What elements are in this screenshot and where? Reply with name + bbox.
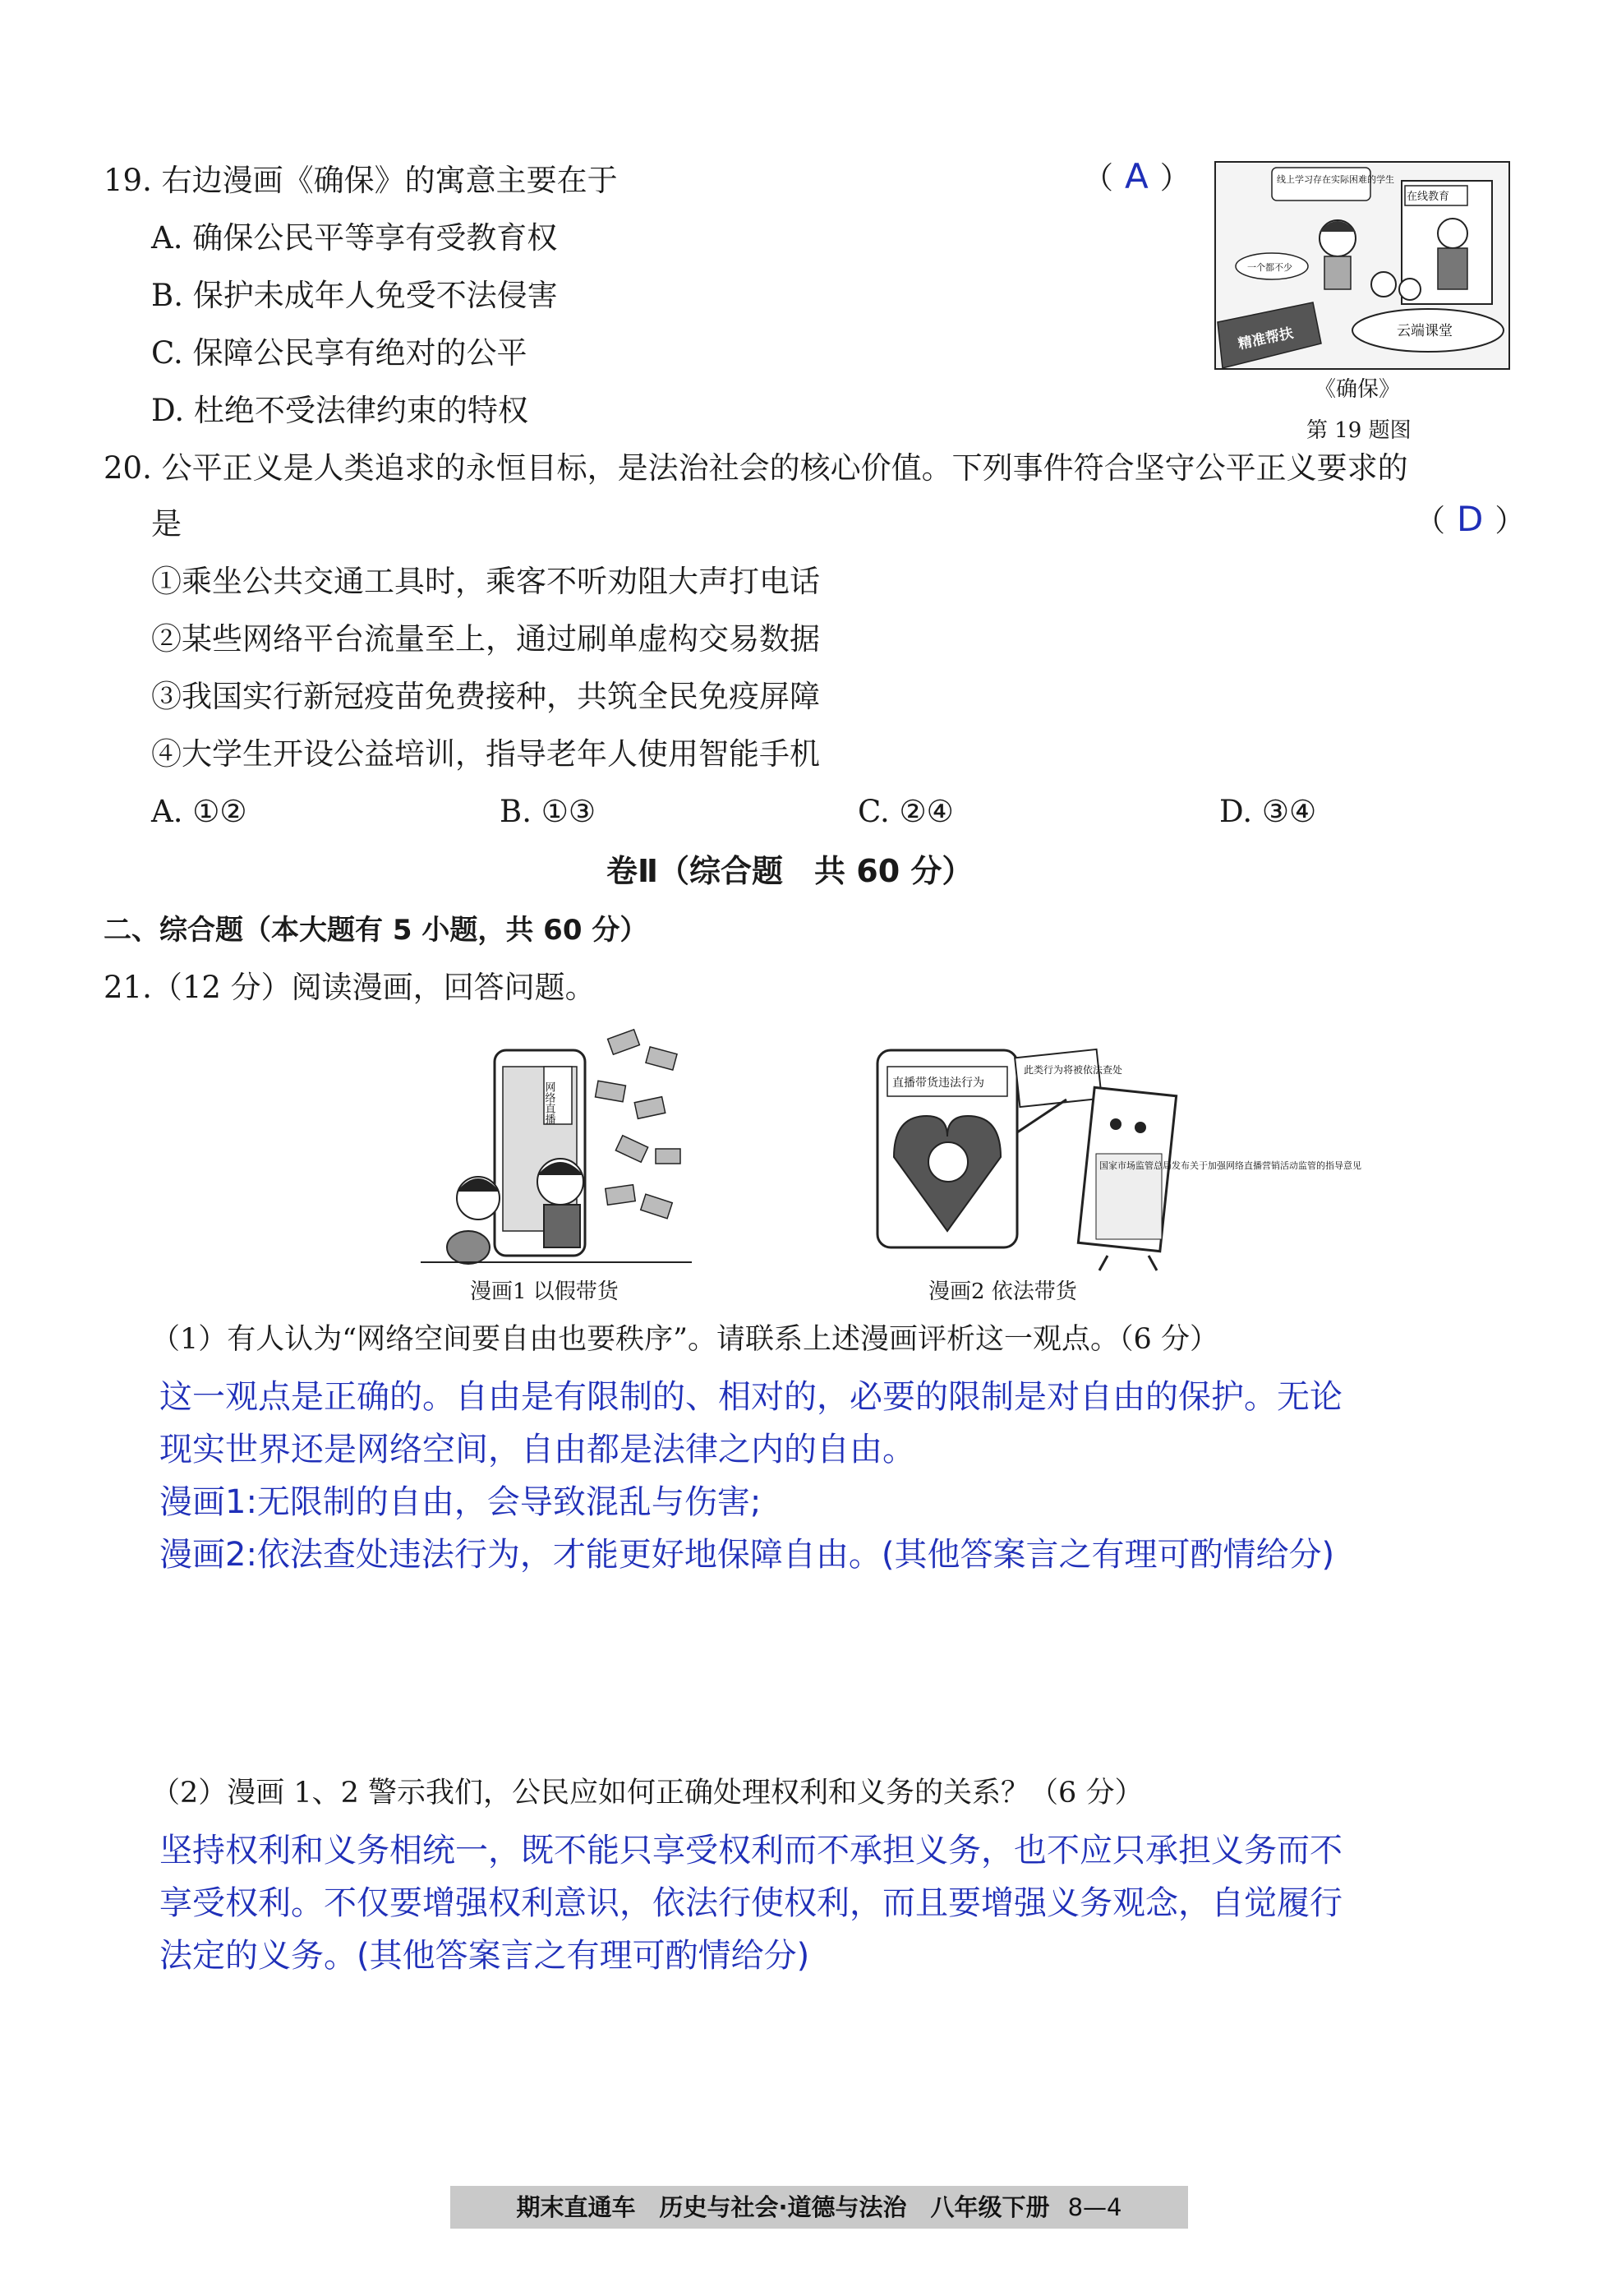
footer-bar — [450, 2186, 1188, 2229]
q19-bubble-right-text: 在线教育 — [1407, 191, 1450, 203]
footer-book-title: 期末直通车 历史与社会·道德与法治 八年级下册 — [516, 2193, 1050, 2221]
q21-comic-2-book: 国家市场监管总局发布关于加强网络直播营销活动监管的指导意见 — [1099, 1160, 1361, 1171]
q21-sub2-answer-line1: 坚持权利和义务相统一，既不能只享受权利而不承担义务，也不应只承担义务而不 — [159, 1832, 1343, 1870]
q19-cartoon — [1214, 161, 1510, 370]
q21-comic-1-sign: 网络直播 — [542, 1081, 555, 1124]
q21-comic-2-illustration — [869, 1042, 1361, 1272]
q21-comic-2 — [869, 1042, 1361, 1272]
q20-statement-4: ④大学生开设公益培训，指导老年人使用智能手机 — [151, 736, 820, 772]
q20-stem-line2: 是 — [151, 506, 182, 542]
q21-sub1-question: （1）有人认为“网络空间要自由也要秩序”。请联系上述漫画评析这一观点。（6 分） — [151, 1323, 1218, 1356]
q20-statement-1: ①乘坐公共交通工具时，乘客不听劝阻大声打电话 — [151, 564, 820, 599]
q19-option-b: B. 保护未成年人免受不法侵害 — [151, 278, 558, 313]
q21-comic-2-screen: 直播带货违法行为 — [892, 1077, 984, 1090]
q21-comic-1-illustration — [421, 1017, 692, 1272]
q19-bubble-left-text: 线上学习存在实际困难的学生 — [1277, 174, 1394, 185]
q20-answer-bracket: （ D ） — [1415, 499, 1526, 539]
q19-cartoon-illustration — [1214, 161, 1510, 370]
q19-figure-caption: 第 19 题图 — [1306, 418, 1412, 443]
q20-statement-3: ③我国实行新冠疫苗免费接种，共筑全民免疫屏障 — [151, 679, 820, 714]
q21-sub1-answer-line4: 漫画2:依法查处违法行为，才能更好地保障自由。(其他答案言之有理可酌情给分) — [159, 1536, 1335, 1574]
q19-option-c: C. 保障公民享有绝对的公平 — [151, 335, 527, 371]
q19-cloud-text: 云端课堂 — [1397, 323, 1453, 339]
q21-sub1-answer-line2: 现实世界还是网络空间，自由都是法律之内的自由。 — [159, 1431, 915, 1468]
q20-answer: D — [1457, 499, 1484, 539]
q21-comic-2-paper: 此类行为将被依法查处 — [1024, 1064, 1123, 1076]
q19-option-d: D. 杜绝不受法律约束的特权 — [151, 393, 528, 428]
q21-comic-1 — [421, 1017, 692, 1272]
q21-comic-2-caption: 漫画2 依法带货 — [928, 1279, 1077, 1304]
q19-answer-bracket: （ A ） — [1083, 156, 1191, 196]
q19-option-a: A. 确保公民平等享有受教育权 — [151, 220, 558, 256]
q21-comic-1-caption: 漫画1 以假带货 — [470, 1279, 619, 1304]
q20-choice-d: D. ③④ — [1219, 794, 1317, 829]
q21-sub1-answer-line1: 这一观点是正确的。自由是有限制的、相对的，必要的限制是对自由的保护。无论 — [159, 1378, 1343, 1416]
footer-text — [450, 2186, 1188, 2229]
q19-figure-title: 《确保》 — [1315, 377, 1401, 402]
part-title: 二、综合题（本大题有 5 小题，共 60 分） — [104, 914, 648, 947]
q20-stem-line1: 20. 公平正义是人类追求的永恒目标，是法治社会的核心价值。下列事件符合坚守公平正义要求的 — [104, 450, 1408, 486]
q20-statement-2: ②某些网络平台流量至上，通过刷单虚构交易数据 — [151, 621, 820, 657]
q21-sub2-answer-line2: 享受权利。不仅要增强权利意识，依法行使权利，而且要增强义务观念，自觉履行 — [159, 1884, 1343, 1922]
q19-banner-text: 精准帮扶 — [1237, 325, 1295, 353]
q20-choice-c: C. ②④ — [858, 794, 954, 829]
q21-sub2-answer-line3: 法定的义务。(其他答案言之有理可酌情给分) — [159, 1937, 810, 1975]
volume-title: 卷Ⅱ（综合题 共 60 分） — [606, 853, 974, 889]
q19-stem: 19. 右边漫画《确保》的寓意主要在于 — [104, 163, 618, 198]
q21-sub1-answer-line3: 漫画1:无限制的自由，会导致混乱与伤害; — [159, 1483, 762, 1521]
q20-choice-b: B. ①③ — [500, 794, 596, 829]
q19-bubble-small-text: 一个都不少 — [1247, 262, 1292, 273]
q20-choice-a: A. ①② — [151, 794, 247, 829]
q21-stem: 21.（12 分）阅读漫画，回答问题。 — [104, 970, 596, 1005]
page-number: 8—4 — [1067, 2193, 1122, 2221]
q21-sub2-question: （2）漫画 1、2 警示我们，公民应如何正确处理权利和义务的关系？（6 分） — [151, 1777, 1144, 1810]
q19-answer: A — [1125, 156, 1149, 196]
